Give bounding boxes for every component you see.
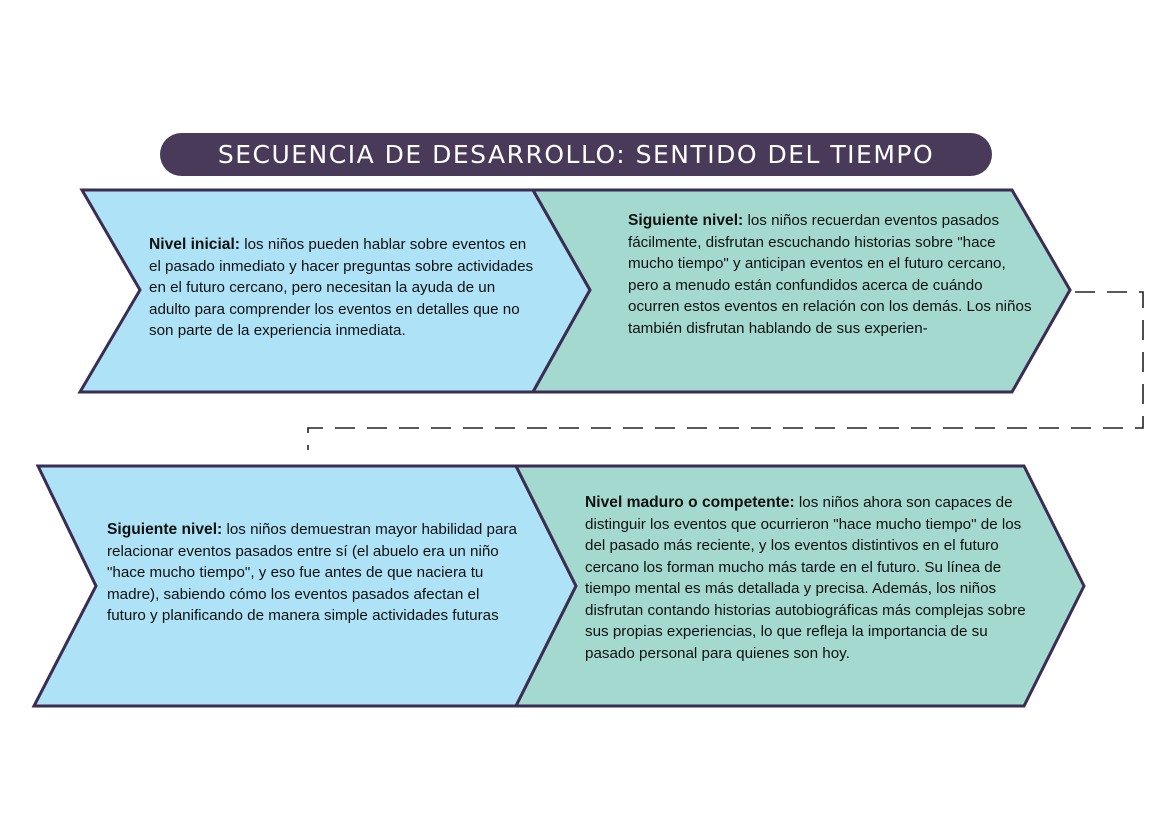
stage-4-label: Nivel maduro o competente: — [585, 494, 795, 511]
stage-4-body: los niños ahora son capaces de distinguir los eventos que ocurrieron "hace mucho tiempo" de los del pasado más reciente, y los eventos distintivos en el futuro cercano los forman mucho más tarde en el futuro. Su línea de tiempo mental es más detallada y precisa. Además, los niños disfrutan contando historias autobiográficas más complejas sobre sus propias experiencias, lo que refleja la importancia de su pasado personal para quienes son hoy. — [585, 494, 1026, 662]
stage-3-body: los niños demuestran mayor habilidad para relacionar eventos pasados entre sí (el abuelo era un niño "hace mucho tiempo", y eso fue antes de que naciera tu madre), sabiendo cómo los eventos pasados afectan el futuro y planificando de manera simple actividades futuras — [107, 521, 517, 624]
stage-1-label: Nivel inicial: — [149, 236, 240, 253]
stage-2-body: los niños recuerdan eventos pasados fácilmente, disfrutan escuchando historias sobre "hace mucho tiempo" y anticipan eventos en el futuro cercano, pero a menudo están confundidos acerca de cuándo ocurren estos eventos en relación con los demás. Los niños también disfrutan hablando de sus experien- — [628, 212, 1032, 337]
stage-3-label: Siguiente nivel: — [107, 521, 223, 538]
stage-4-text — [585, 492, 1041, 664]
stage-3-text — [107, 519, 519, 627]
stage-2-label: Siguiente nivel: — [628, 212, 744, 229]
stage-1-body: los niños pueden hablar sobre eventos en el pasado inmediato y hacer preguntas sobre actividades en el futuro cercano, pero necesitan la ayuda de un adulto para comprender los eventos en detalles que no son parte de la experiencia inmediata. — [149, 236, 534, 339]
title-banner — [160, 133, 992, 176]
page-title: SECUENCIA DE DESARROLLO: SENTIDO DEL TIEMPO — [217, 140, 935, 169]
stage-1-text — [149, 234, 534, 342]
stage-2-text — [628, 210, 1038, 339]
